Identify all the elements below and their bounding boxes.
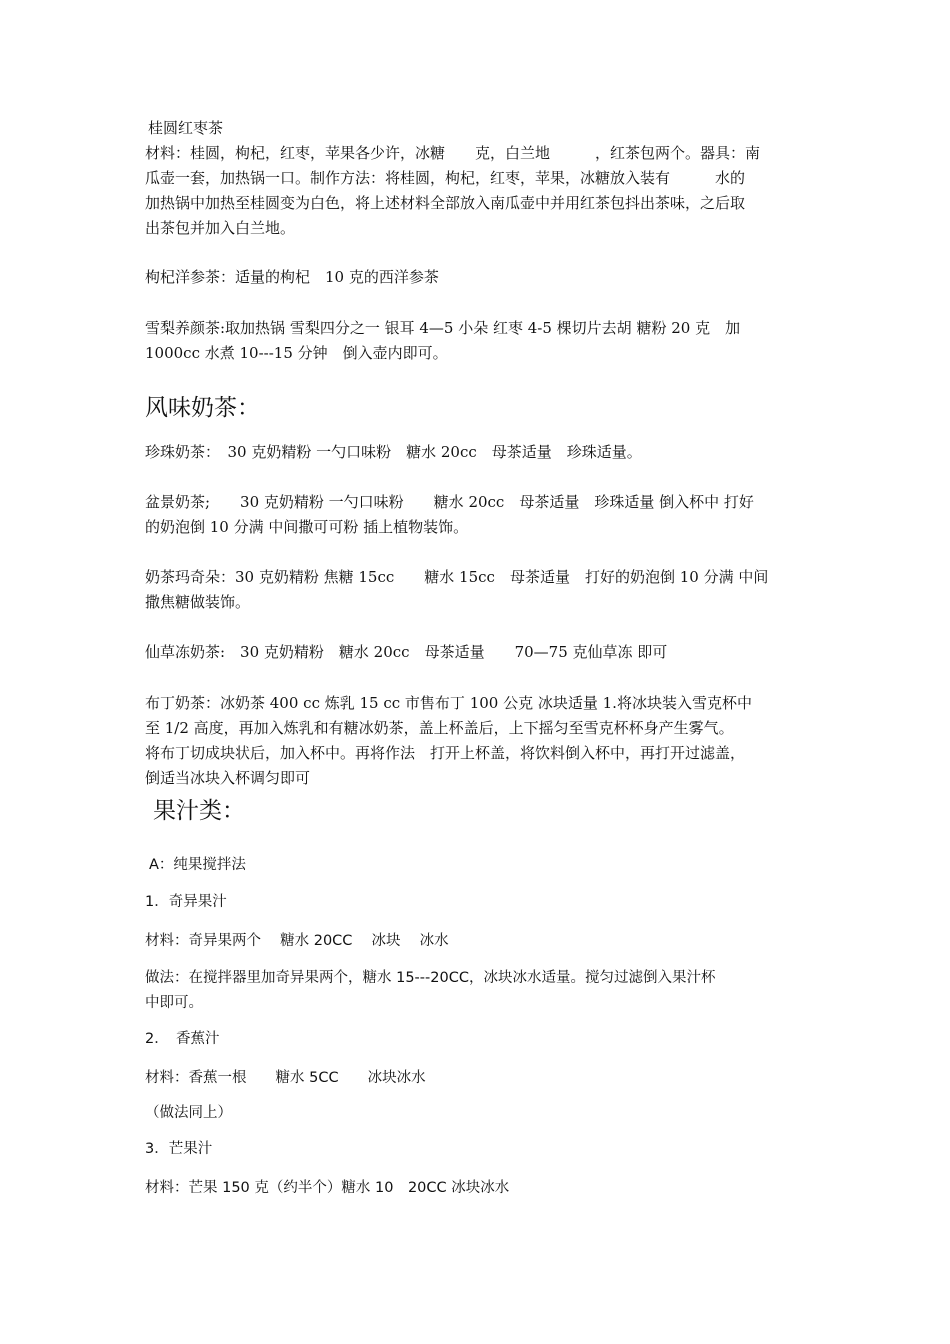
penjing-milk-tea-line1: 盆景奶茶; 30 克奶精粉 一勺口味粉 糖水 20cc 母茶适量 珍珠适量 倒入杯中 打好 [145, 493, 754, 511]
guiyuan-text-line2: 瓜壶一套，加热锅一口。制作方法：将桂圆，枸杞，红枣，苹果，冰糖放入装有 水的 [145, 169, 746, 187]
banana-juice-title: 2． 香蕉汁 [145, 1031, 220, 1047]
pudding-milk-tea-line2: 至 1/2 高度，再加入炼乳和有糖冰奶茶，盖上杯盖后，上下摇匀至雪克杯杯身产生雾气。 [145, 719, 734, 737]
title-guiyuan-hongzao-tea: 桂圆红枣茶 [148, 119, 224, 137]
heading-flavored-milk-tea: 风味奶茶： [145, 395, 260, 421]
macchiato-milk-tea-line1: 奶茶玛奇朵：30 克奶精粉 焦糖 15cc 糖水 15cc 母茶适量 打好的奶泡倒 10 分满 中间 [145, 568, 769, 586]
mango-juice-title: 3．芒果汁 [145, 1141, 213, 1157]
pudding-milk-tea-line3: 将布丁切成块状后，加入杯中。再将作法 打开上杯盖，将饮料倒入杯中，再打开过滤盖， [145, 744, 746, 762]
pudding-milk-tea-line1: 布丁奶茶：冰奶茶 400 cc 炼乳 15 cc 市售布丁 100 公克 冰块适量 1.将冰块装入雪克杯中 [145, 694, 752, 712]
grass-jelly-milk-tea-text: 仙草冻奶茶: 30 克奶精粉 糖水 20cc 母茶适量 70—75 克仙草冻 即可 [145, 643, 668, 661]
gouqi-tea-text: 枸杞洋参茶：适量的枸杞 10 克的西洋参茶 [145, 268, 439, 286]
kiwi-juice-material: 材料：奇异果两个 糖水 20CC 冰块 冰水 [145, 933, 449, 949]
juice-method-a: A：纯果搅拌法 [149, 857, 246, 873]
kiwi-juice-method-line1: 做法：在搅拌器里加奇异果两个，糖水 15---20CC，冰块冰水适量。搅匀过滤倒入果汁杯 [145, 970, 716, 986]
xueli-tea-line1: 雪梨养颜茶:取加热锅 雪梨四分之一 银耳 4—5 小朵 红枣 4-5 棵切片去胡 糖粉 20 克 加 [145, 319, 741, 337]
guiyuan-text-line3: 加热锅中加热至桂圆变为白色，将上述材料全部放入南瓜壶中并用红茶包抖出茶味，之后取 [145, 194, 746, 212]
banana-juice-note: （做法同上） [145, 1105, 232, 1121]
guiyuan-text-line4: 出茶包并加入白兰地。 [145, 219, 296, 237]
heading-juice: 果汁类： [153, 798, 245, 824]
macchiato-milk-tea-line2: 撒焦糖做装饰。 [145, 593, 251, 611]
mango-juice-material: 材料：芒果 150 克（约半个）糖水 10 20CC 冰块冰水 [145, 1180, 510, 1196]
pudding-milk-tea-line4: 倒适当冰块入杯调匀即可 [145, 769, 311, 787]
xueli-tea-line2: 1000cc 水煮 10---15 分钟 倒入壶内即可。 [145, 344, 448, 362]
banana-juice-material: 材料：香蕉一根 糖水 5CC 冰块冰水 [145, 1070, 426, 1086]
penjing-milk-tea-line2: 的奶泡倒 10 分满 中间撒可可粉 插上植物装饰。 [145, 518, 469, 536]
guiyuan-text-line1: 材料：桂圆，枸杞，红枣，苹果各少许，冰糖 克，白兰地 ，红茶包两个。器具：南 [145, 144, 761, 162]
pearl-milk-tea-text: 珍珠奶茶： 30 克奶精粉 一勺口味粉 糖水 20cc 母茶适量 珍珠适量。 [145, 443, 642, 461]
kiwi-juice-method-line2: 中即可。 [145, 995, 203, 1011]
kiwi-juice-title: 1．奇异果汁 [145, 894, 227, 910]
